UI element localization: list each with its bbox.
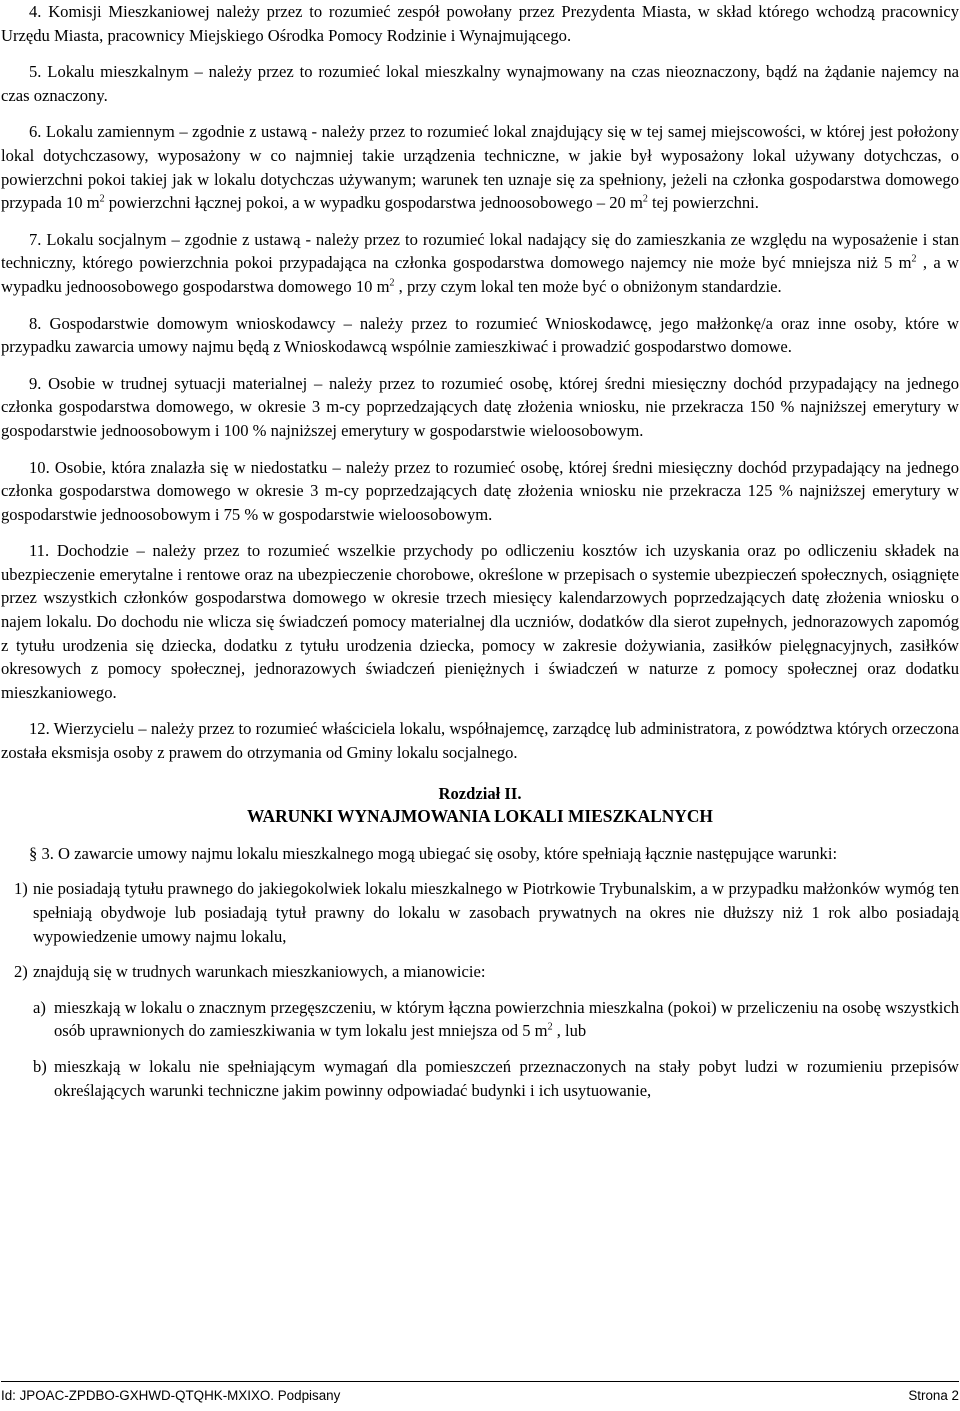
paragraph-4: 4. Komisji Mieszkaniowej należy przez to rozumieć zespół powołany przez Prezydenta Miasta, w skład którego wchodzą pracownicy Urzędu Miasta, pracownicy Miejskiego Ośrodka Pomocy Rodzinie i Wynajmującego. [1, 2, 959, 45]
paragraph-7-text-c: , przy czym lokal ten może być o obniżonym standardzie. [394, 276, 782, 296]
section-3-intro: § 3. O zawarcie umowy najmu lokalu mieszkalnego mogą ubiegać się osoby, które spełniają łącznie następujące warunki: [29, 843, 838, 863]
sub-list-item-letter: b) [33, 1056, 47, 1076]
paragraph-6-text-c: tej powierzchni. [647, 193, 759, 213]
paragraph-6 [1, 120, 959, 214]
list-item-number: 2) [14, 962, 28, 982]
document-id: Id: JPOAC-ZPDBO-GXHWD-QTQHK-MXIXO. Podpisany [1, 1388, 341, 1403]
list-item-number: 1) [14, 879, 28, 899]
superscript-2: 2 [99, 193, 105, 205]
list-item [1, 877, 959, 948]
footer-divider [1, 1381, 959, 1382]
paragraph-6-text-b: powierzchni łącznej pokoi, a w wypadku gospodarstwa jednoosobowego – 20 m [104, 193, 643, 213]
superscript-2: 2 [642, 193, 648, 205]
superscript-2: 2 [547, 1021, 553, 1033]
sub-list-item [1, 1055, 959, 1102]
paragraph-11: 11. Dochodzie – należy przez to rozumieć wszelkie przychody po odliczeniu kosztów ich uzyskania oraz po odliczeniu składek na ubezpieczenie emerytalne i rentowe oraz na ubezpieczenie chorobowe, określone w przepisach o systemie ubezpieczeń społecznych, osiągnięte przez wszystkich członków gospodarstwa domowego w okresie trzech miesięcy kalendarzowych poprzedzających datę złożenia wniosku o najem lokalu. Do dochodu nie wlicza się świadczeń pomocy materialnej dla uczniów, dodatków dla sierot zupełnych, jednorazowych zapomóg z tytułu urodzenia się dziecka, dodatku z tytułu urodzenia dziecka, pomocy w zakresie dożywiania, zasiłków pielęgnacyjnych, zasiłków okresowych z pomocy społecznej, jednorazowych świadczeń pieniężnych i świadczeń w naturze z pomocy społecznej oraz dodatku mieszkaniowego. [1, 541, 959, 702]
paragraph-8: 8. Gospodarstwie domowym wnioskodawcy – należy przez to rozumieć Wnioskodawcę, jego małżonkę/a oraz inne osoby, które w przypadku zawarcia umowy najmu będą z Wnioskodawcą wspólnie zamieszkiwać i prowadzić gospodarstwo domowe. [1, 313, 959, 357]
sub-list-item-letter: a) [33, 997, 46, 1017]
chapter-label: Rozdział II. [438, 783, 522, 803]
paragraph-12: 12. Wierzycielu – należy przez to rozumieć właściciela lokalu, współnajemcę, zarządcę lub administratora, z powództwa których orzeczona została eksmisja osoby z prawem do otrzymania od Gminy lokalu socjalnego. [1, 719, 959, 763]
paragraph-7-text-a: 7. Lokalu socjalnym – zgodnie z ustawą - należy przez to rozumieć lokal nadający się do zamieszkania ze względu na wyposażenie i stan techniczny, którego powierzchnia pokoi przypadająca na członka gospodarstwa domowego najemcy nie może być mniejsza niż 5 m [1, 229, 959, 273]
sub-list-item-text [54, 996, 959, 1043]
chapter-title: WARUNKI WYNAJMOWANIA LOKALI MIESZKALNYCH [247, 806, 713, 827]
paragraph-6-text-a: 6. Lokalu zamiennym – zgodnie z ustawą - należy przez to rozumieć lokal znajdujący się w tej samej miejscowości, w której jest położony lokal dotychczasowy, wyposażony w co najmniej takie urządzenia techniczne, w jakie był wyposażony lokal używany dotychczas, o powierzchni pokoi takiej jak w lokalu dotychczas używanym; warunek ten uznaje się za spełniony, jeżeli na członka gospodarstwa domowego przypada 10 m [1, 122, 959, 213]
paragraph-10: 10. Osobie, która znalazła się w niedostatku – należy przez to rozumieć osobę, której średni miesięczny dochód przypadający na jednego członka gospodarstwa domowego w okresie 3 m-cy poprzedzających datę złożenia wniosku nie przekracza 125 % najniższej emerytury w gospodarstwie jednoosobowym i 75 % w gospodarstwie wieloosobowym. [1, 457, 959, 524]
list-item-text: znajdują się w trudnych warunkach mieszkaniowych, a mianowicie: [33, 962, 486, 982]
paragraph-9: 9. Osobie w trudnej sytuacji materialnej – należy przez to rozumieć osobę, której średni miesięczny dochód przypadający na jednego członka gospodarstwa domowego, w okresie 3 m-cy poprzedzających datę złożenia wniosku, nie przekracza 150 % najniższej emerytury w gospodarstwie jednoosobowym i 100 % najniższej emerytury w gospodarstwie wieloosobowym. [1, 373, 959, 440]
superscript-2: 2 [389, 277, 395, 289]
page-number: Strona 2 [908, 1388, 959, 1403]
superscript-2: 2 [911, 253, 917, 265]
sub-list-item-text: mieszkają w lokalu nie spełniającym wymagań dla pomieszczeń przeznaczonych na stały pobyt ludzi w rozumieniu przepisów określających warunki techniczne jakim powinny odpowiadać budynki i ich usytuowanie, [54, 1056, 959, 1100]
list-item-text: nie posiadają tytułu prawnego do jakiegokolwiek lokalu mieszkalnego w Piotrkowie Trybunalskim, a w przypadku małżonków wymóg ten spełniają obydwoje lub posiadają tytuł prawny do lokalu w zasobach prywatnych na okres nie dłuższy niż 1 rok albo posiadają wypowiedzenie umowy najmu lokalu, [33, 879, 959, 946]
paragraph-7-text-b: , a w wypadku jednoosobowego gospodarstwa domowego 10 m [1, 253, 959, 296]
sub-list-item-text-a: mieszkają w lokalu o znacznym przegęszczeniu, w którym łączna powierzchnia mieszkalna (pokoi) w przeliczeniu na osobę wszystkich osób uprawnionych do zamieszkiwania w tym lokalu jest mniejsza od 5 m [54, 997, 959, 1041]
document-body [1, 0, 959, 1102]
paragraph-7 [1, 228, 959, 299]
page-footer [1, 1388, 959, 1404]
sub-list-item [1, 996, 959, 1043]
list-item [1, 960, 959, 984]
sub-list-item-text-b: , lub [552, 1021, 587, 1041]
paragraph-5: 5. Lokalu mieszkalnym – należy przez to rozumieć lokal mieszkalny wynajmowany na czas nieoznaczony, bądź na żądanie najemcy na czas oznaczony. [1, 62, 959, 105]
